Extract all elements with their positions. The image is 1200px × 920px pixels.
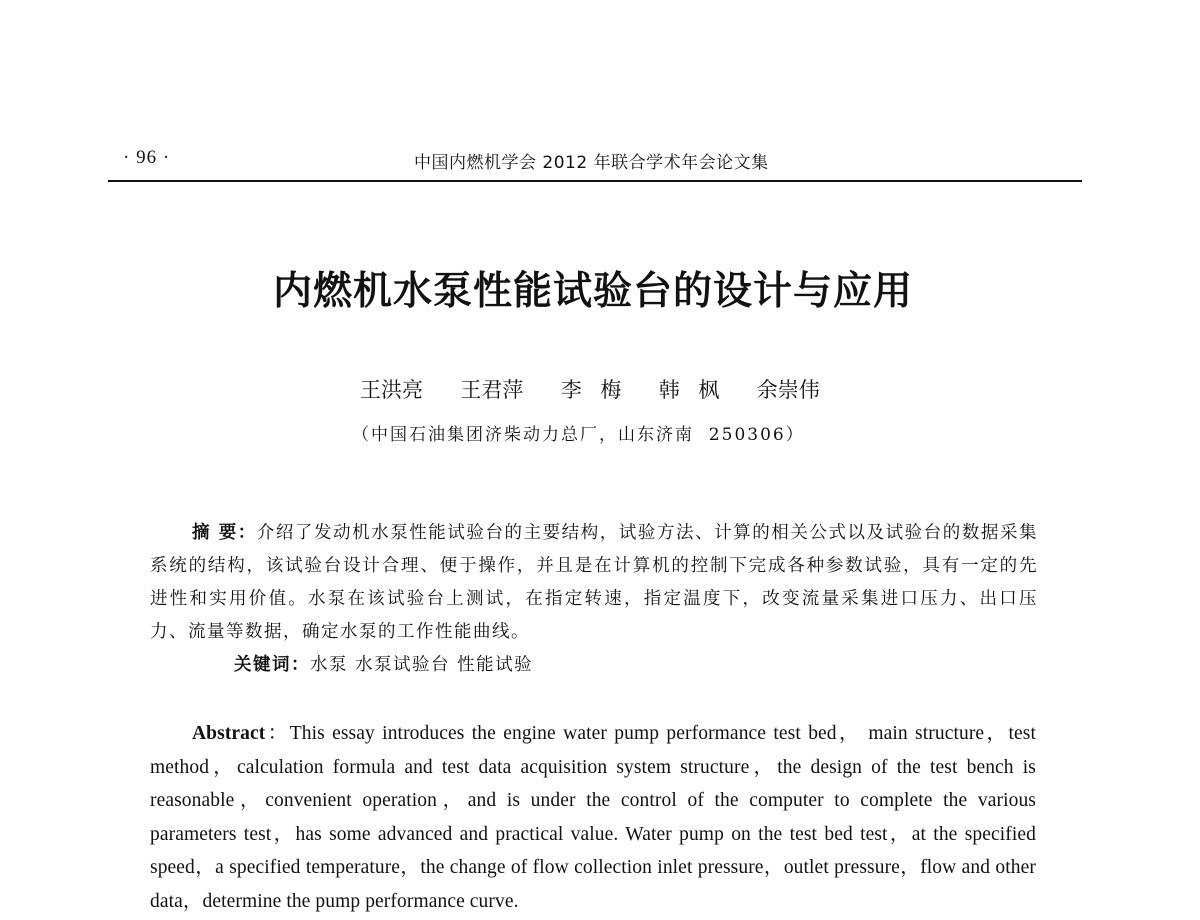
abstract-english-paragraph xyxy=(150,717,1036,918)
abstract-english xyxy=(150,717,1036,918)
keywords-label: 关键词： xyxy=(234,655,310,675)
abstract-english-text: This essay introduces the engine water pump performance test bed， main structure，test method，calculation formula and test data acquisition system structure，the design of the test bench is reasonable，convenient operation，and is under the control of the computer to complete the various parameters test，has some advanced and practical value. Water pump on the test bed test，at the specified speed，a specified temperature，the change of flow collection inlet pressure，outlet pressure，flow and other data，determine the pump performance curve. xyxy=(150,723,1036,912)
abstract-chinese-paragraph xyxy=(150,517,1038,649)
abstract-chinese-text: 介绍了发动机水泵性能试验台的主要结构，试验方法、计算的相关公式以及试验台的数据采集系统的结构，该试验台设计合理、便于操作，并且是在计算机的控制下完成各种参数试验，具有一定的先进性和实用价值。水泵在该试验台上测试，在指定转速，指定温度下，改变流量采集进口压力、出口压力、流量等数据，确定水泵的工作性能曲线。 xyxy=(150,523,1038,642)
abstract-english-separator: ： xyxy=(265,723,290,744)
abstract-english-label: Abstract xyxy=(192,723,266,744)
abstract-chinese xyxy=(150,517,1038,682)
abstract-chinese-label: 摘 要： xyxy=(192,523,257,543)
affiliation: （中国石油集团济柴动力总厂，山东济南 250306） xyxy=(352,425,805,445)
header-rule xyxy=(108,180,1082,182)
running-header-title: 中国内燃机学会 2012 年联合学术年会论文集 xyxy=(414,153,769,173)
author-list: 王洪亮 王君萍 李 梅 韩 枫 余崇伟 xyxy=(360,378,820,402)
page-number: · 96 · xyxy=(123,147,171,168)
paper-title: 内燃机水泵性能试验台的设计与应用 xyxy=(272,268,913,314)
keywords-text: 水泵 水泵试验台 性能试验 xyxy=(310,655,534,675)
keywords xyxy=(150,649,1038,682)
